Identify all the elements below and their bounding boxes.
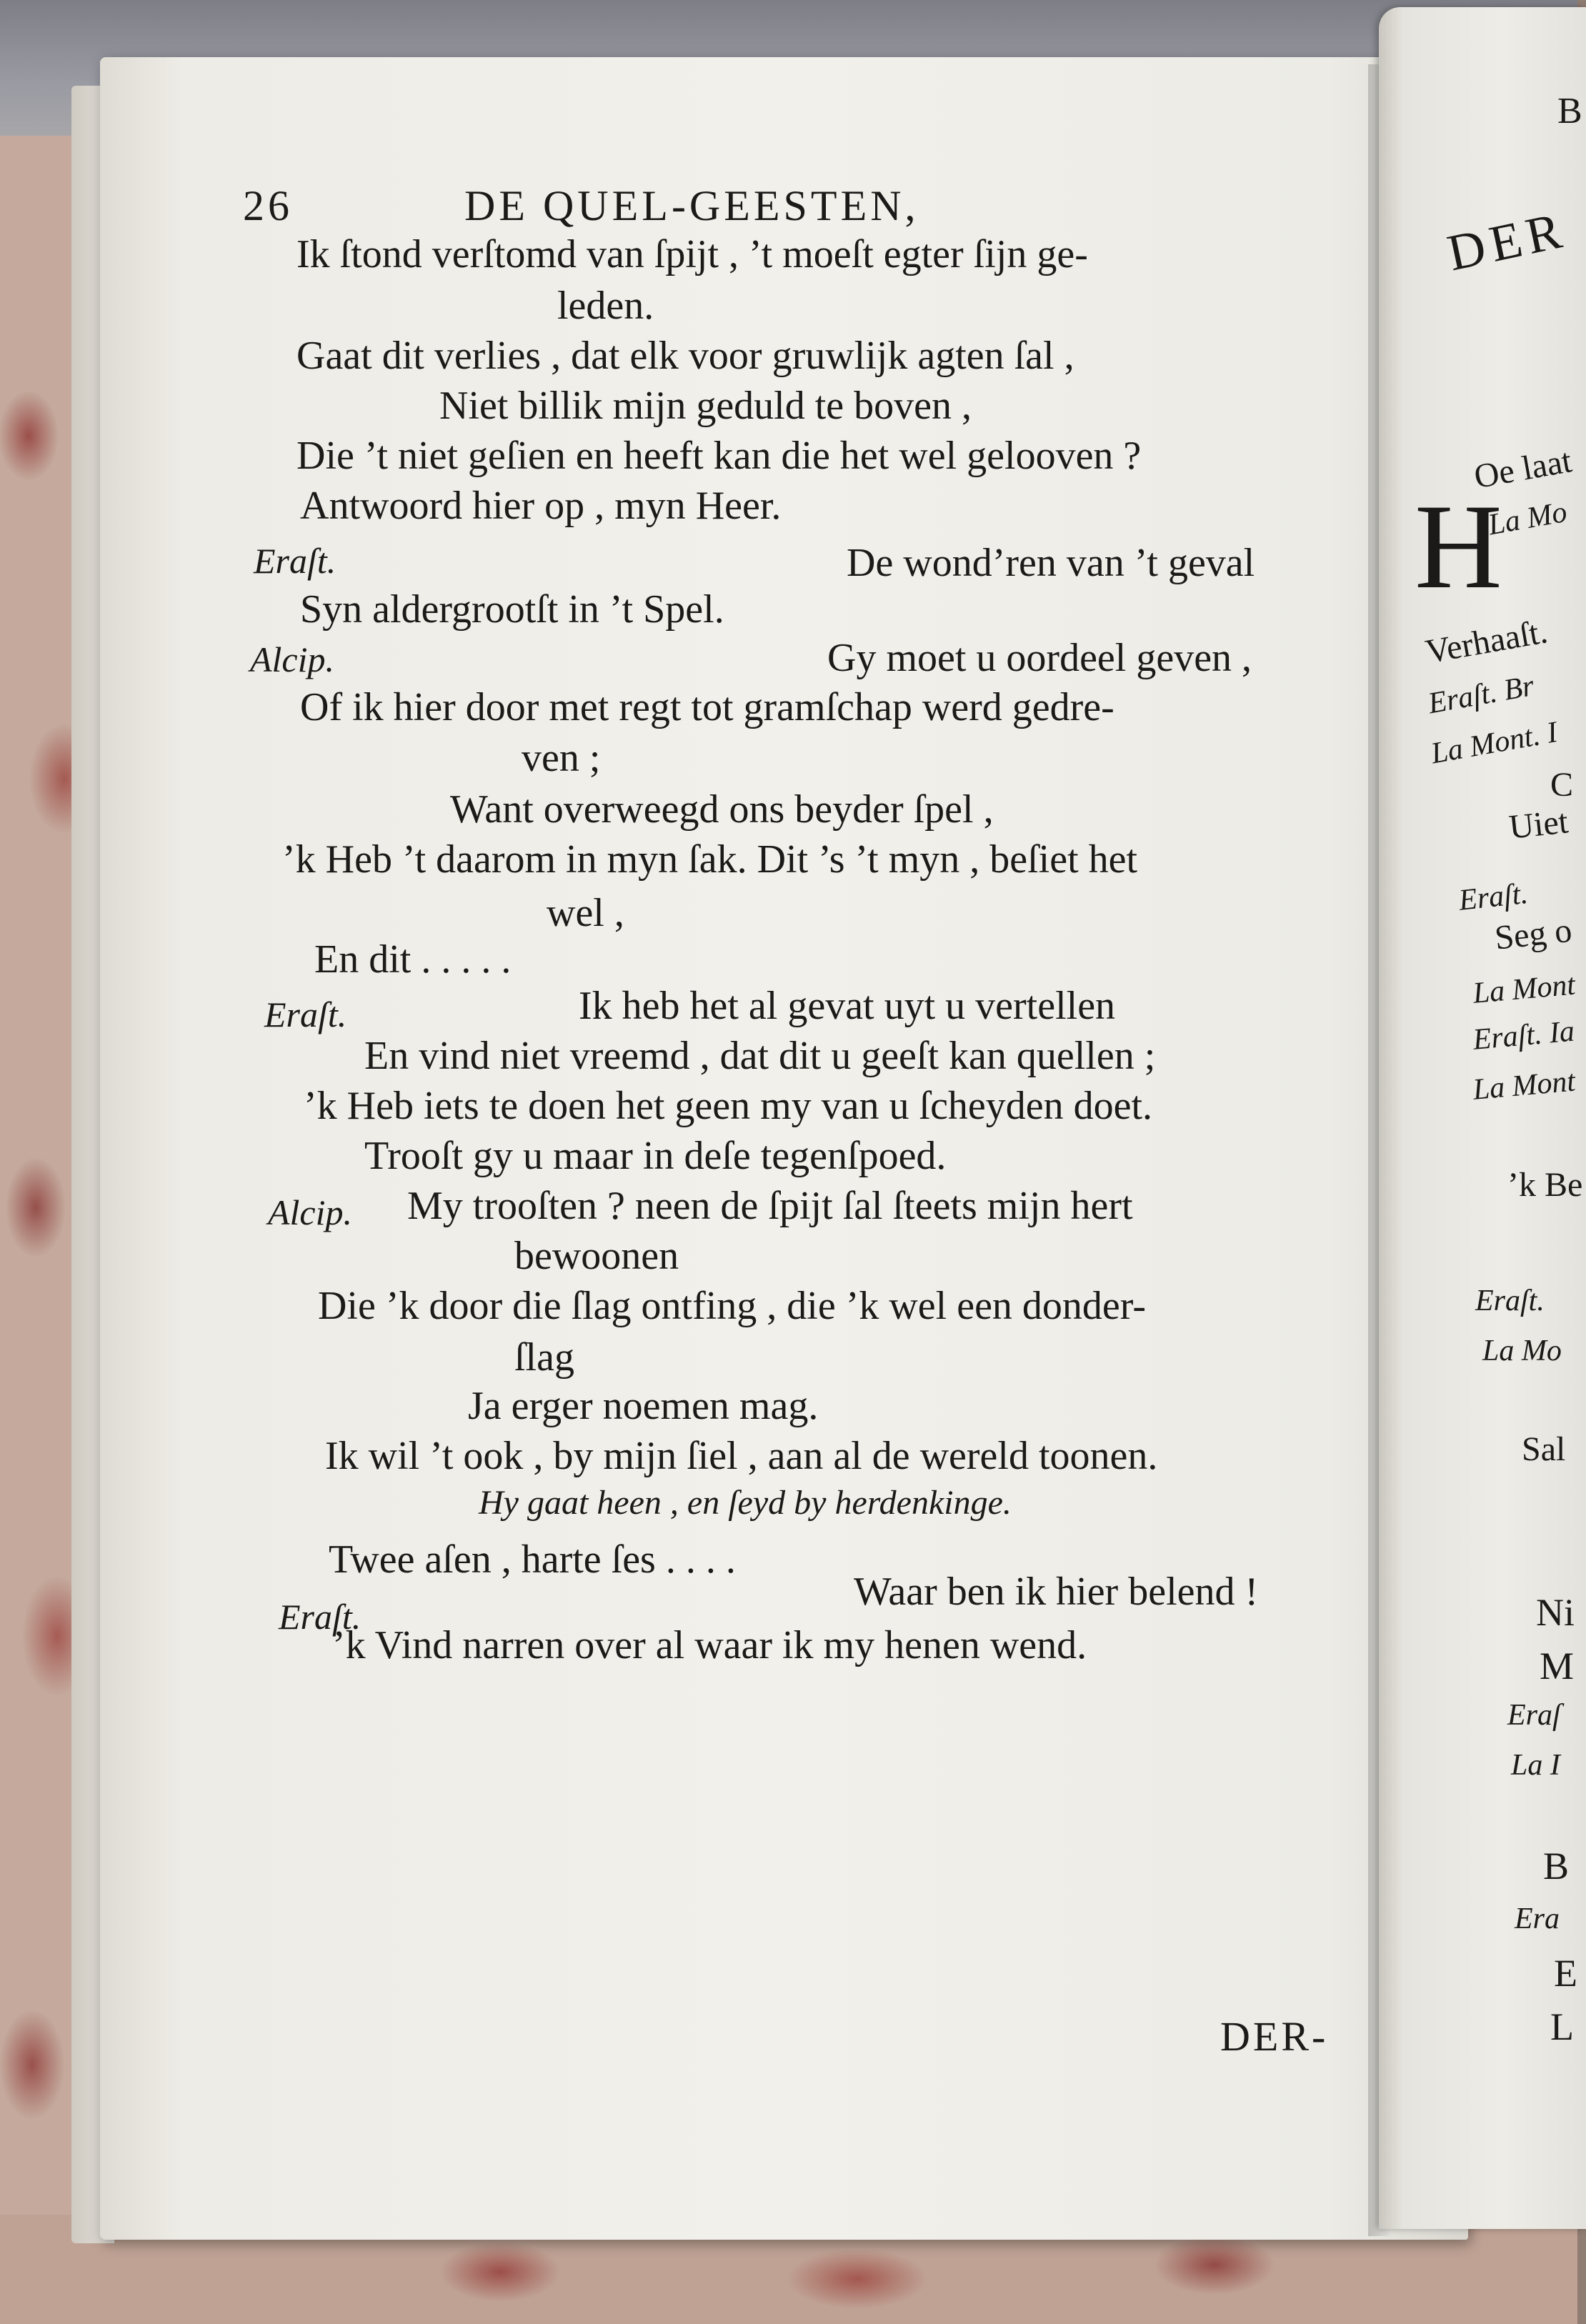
verse-line: Twee aſen , harte ſes . . . . [329, 1537, 736, 1582]
verse-line: Trooſt gy u maar in deſe tegenſpoed. [364, 1134, 947, 1178]
verse-line: Waar ben ik hier belend ! [854, 1570, 1259, 1614]
verse-line: En dit . . . . . [314, 937, 512, 982]
right-page-fragment: L [1550, 2005, 1574, 2048]
right-page-fragment: Uiet [1507, 802, 1570, 847]
verse-line: Antwoord hier op , myn Heer. [300, 484, 782, 528]
stage-direction: Hy gaat heen , en ſeyd by herdenkinge. [479, 1484, 1012, 1522]
verse-line: Gaat dit verlies , dat elk voor gruwlijk agten ſal , [296, 334, 1074, 378]
right-page-fragment: Ni [1536, 1591, 1575, 1634]
verse-line: Niet billik mijn geduld te boven , [439, 384, 972, 428]
verse-line: wel , [547, 891, 624, 935]
verse-line: leden. [557, 284, 654, 328]
right-page-fragment: Verhaaſt. [1422, 612, 1550, 672]
verse-line: Ik wil ’t ook , by mijn ſiel , aan al de wereld toonen. [325, 1434, 1158, 1478]
verse-line: ſlag [514, 1335, 574, 1380]
verse-line: ’k Vind narren over al waar ik my henen wend. [332, 1623, 1087, 1667]
verse-line: ’k Heb ’t daarom in myn ſak. Dit ’s ’t myn , beſiet het [282, 837, 1138, 882]
right-page-fragment: C [1550, 766, 1574, 804]
right-page-fragment: La I [1511, 1749, 1560, 1782]
right-page-initial: H [1415, 479, 1502, 614]
speaker-label: Alcip. [250, 639, 335, 679]
right-page-fragment: La Mont [1471, 1064, 1577, 1107]
verse-line: Gy moet u oordeel geven , [827, 636, 1252, 680]
right-page-fragment: Eraſt. Ia [1471, 1014, 1576, 1057]
verse-line: Ja erger noemen mag. [468, 1384, 819, 1428]
page-number: 26 [243, 182, 293, 229]
verse-line: En vind niet vreemd , dat dit u geeſt kan quellen ; [364, 1034, 1156, 1078]
speaker-label: Eraſt. [264, 994, 347, 1034]
verse-line: My trooſten ? neen de ſpijt ſal ſteets mijn hert [407, 1184, 1133, 1228]
speaker-label: Alcip. [268, 1192, 353, 1232]
right-page-fragment: E [1554, 1952, 1577, 1995]
verse-line: De wond’ren van ’t geval [847, 541, 1255, 585]
verse-line: Die ’k door die ſlag ontfing , die ’k wel een donder- [318, 1284, 1146, 1328]
speaker-label: Eraſt. [254, 541, 336, 581]
verse-line: ven ; [522, 736, 601, 780]
right-page-header: DER [1442, 201, 1572, 282]
right-page-fragment: ’k Be [1507, 1166, 1583, 1204]
verse-line: Want overweegd ons beyder ſpel , [450, 787, 994, 832]
verse-line: Of ik hier door met regt tot gramſchap werd gedre- [300, 685, 1114, 729]
catchword: DER- [1220, 2013, 1329, 2060]
right-page-fragment: M [1540, 1645, 1575, 1687]
verse-line: Ik ſtond verſtomd van ſpijt , ’t moeſt egter ſijn ge- [296, 232, 1088, 276]
speaker-label: Eraſt. [279, 1597, 361, 1637]
right-page-fragment: Oe laat [1471, 442, 1575, 497]
verse-line: Ik heb het al gevat uyt u vertellen [579, 984, 1116, 1028]
right-page-fragment: Eraſt. [1475, 1285, 1545, 1317]
right-page-fragment: La Mont. I [1428, 716, 1560, 771]
verse-line: Die ’t niet geſien en heeft kan die het wel gelooven ? [296, 434, 1142, 478]
right-page-fragment: Eraſt. Br [1425, 669, 1537, 721]
right-page-fragment: Eraſ [1507, 1699, 1561, 1732]
right-page-fragment: La Mo [1482, 1335, 1562, 1367]
verse-line: bewoonen [514, 1234, 679, 1278]
right-page-fragment: B [1543, 1845, 1570, 1887]
running-title: DE QUEL-GEESTEN, [464, 182, 919, 229]
right-page [1379, 7, 1586, 2229]
right-page-fragment: Seg o [1492, 911, 1574, 957]
verse-line: ’k Heb iets te doen het geen my van u ſcheyden doet. [304, 1084, 1153, 1128]
right-page-fragment: La Mo [1485, 495, 1570, 542]
right-page-fragment: La Mont [1471, 968, 1577, 1010]
right-page-fragment: Era [1515, 1902, 1560, 1935]
verse-line: Syn aldergrootſt in ’t Spel. [300, 587, 724, 632]
right-page-corner-letter: B [1557, 91, 1582, 131]
right-page-fragment: Eraſt. [1457, 877, 1530, 917]
right-page-fragment: Sal [1522, 1430, 1566, 1468]
